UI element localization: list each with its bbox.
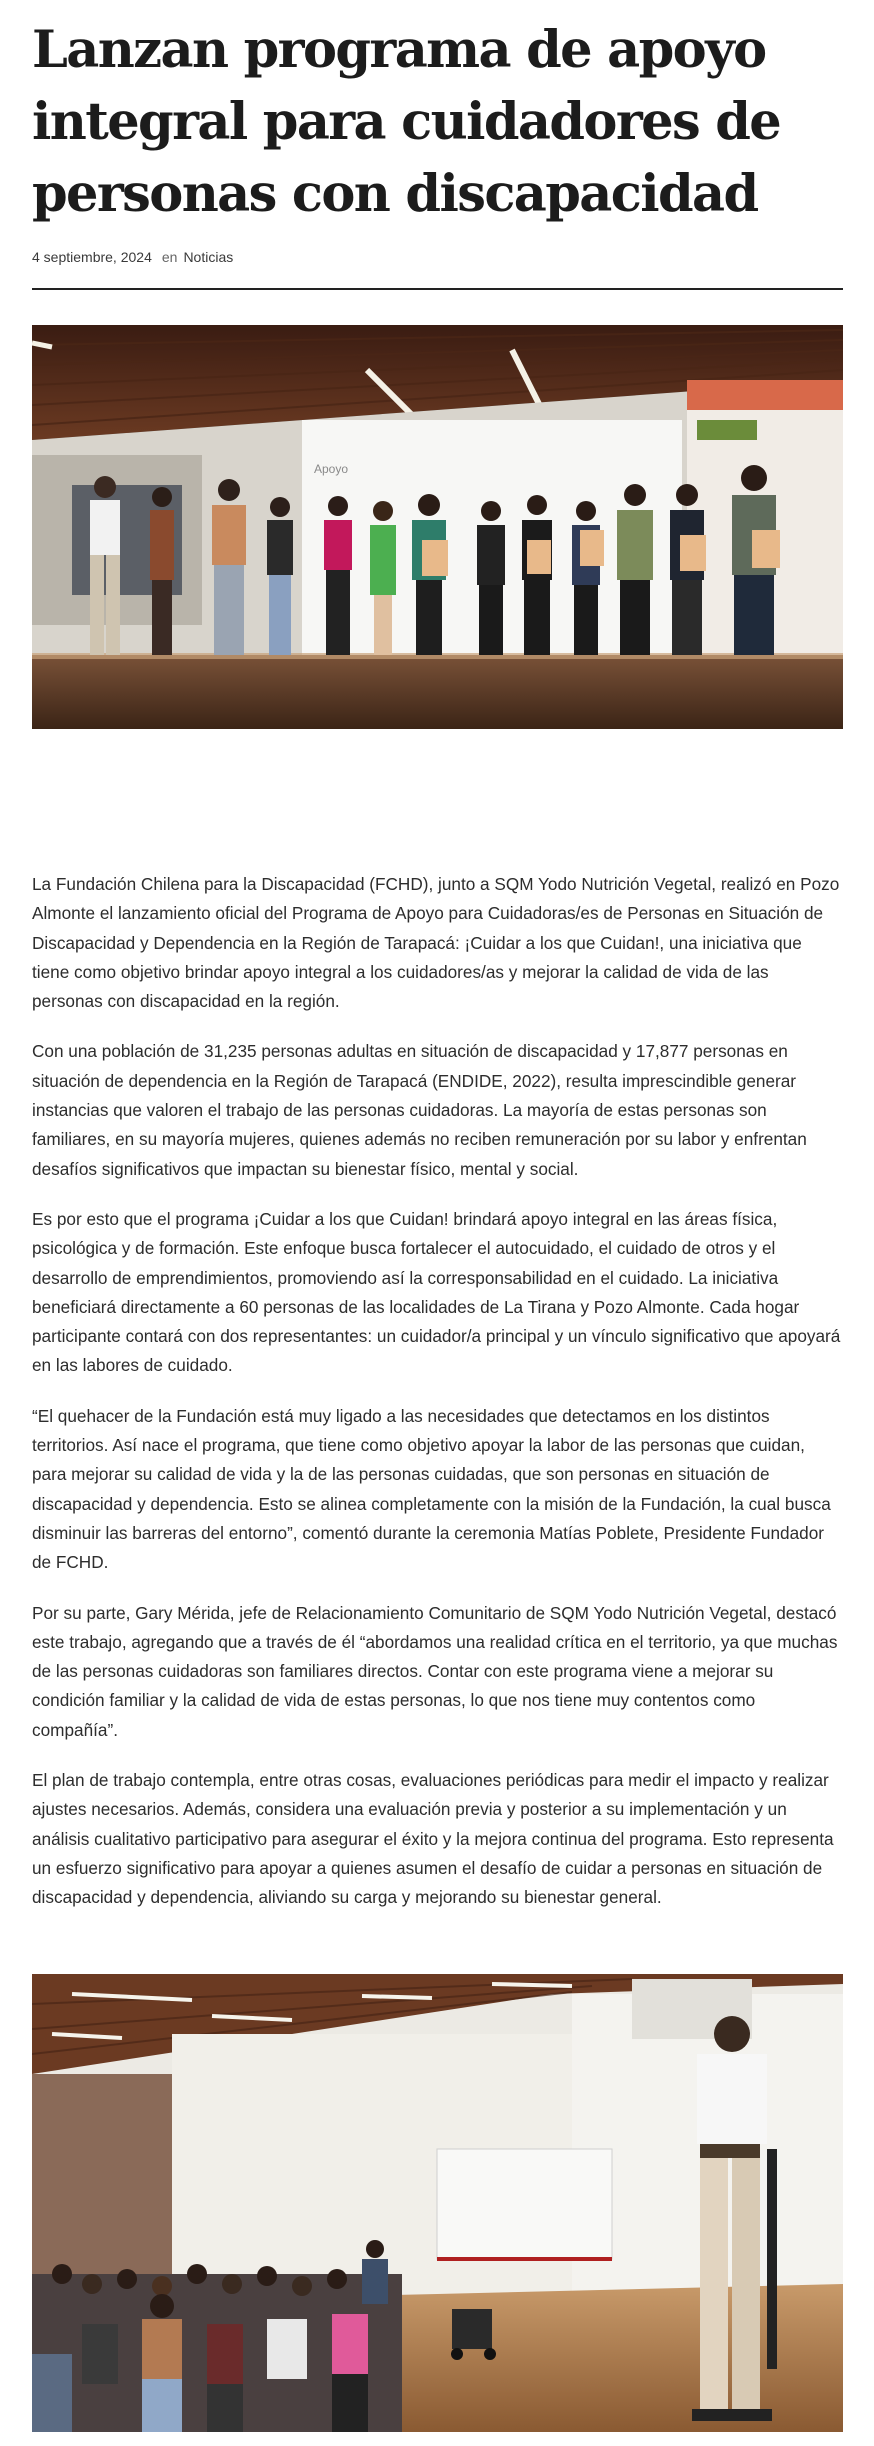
article-title: Lanzan programa de apoyo integral para cuidadores de personas con discapacidad bbox=[32, 20, 781, 224]
title-divider bbox=[32, 288, 843, 290]
article-body bbox=[32, 870, 843, 1934]
featured-photo-group-on-stage bbox=[32, 325, 843, 729]
paragraph: El plan de trabajo contempla, entre otras cosas, evaluaciones periódicas para medir el impacto y realizar ajustes necesarios. Además, considera una evaluación previa y posterior a su implementación y un análisis cualitativo participativo para asegurar el éxito y la mejora continua del programa. Esto representa un esfuerzo significativo para apoyar a quienes asumen el desafío de cuidar a personas en situación de discapacidad y dependencia, aliviando su carga y mejorando su bienestar general. bbox=[32, 1770, 834, 1908]
paragraph: La Fundación Chilena para la Discapacidad (FCHD), junto a SQM Yodo Nutrición Vegetal, realizó en Pozo Almonte el lanzamiento oficial del Programa de Apoyo para Cuidadoras/es de Personas en Situación de Discapacidad y Dependencia en la Región de Tarapacá: ¡Cuidar a los que Cuidan!, una iniciativa que tiene como objetivo brindar apoyo integral a los cuidadores/as y mejorar la calidad de vida de las personas con discapacidad en la región. bbox=[32, 874, 840, 1012]
category-link[interactable]: Noticias bbox=[183, 249, 234, 265]
article-date: 4 septiembre, 2024 bbox=[32, 249, 152, 265]
article-photo-speaker-audience bbox=[32, 1974, 843, 2432]
paragraph: “El quehacer de la Fundación está muy ligado a las necesidades que detectamos en los distintos territorios. Así nace el programa, que tiene como objetivo apoyar la labor de las personas que cuidan, para mejorar su calidad de vida y la de las personas cuidadas, que son personas en situación de discapacidad y dependencia. Esto se alinea completamente con la misión de la Fundación, la cual busca disminuir las barreras del entorno”, comentó durante la ceremonia Matías Poblete, Presidente Fundador de FCHD. bbox=[32, 1405, 831, 1573]
article-meta bbox=[32, 249, 233, 265]
screen-text: Apoyo bbox=[314, 462, 349, 476]
paragraph: Por su parte, Gary Mérida, jefe de Relacionamiento Comunitario de SQM Yodo Nutrición Vegetal, destacó este trabajo, agregando que a través de él “abordamos una realidad crítica en el territorio, ya que muchas de las personas cuidadoras son familiares directos. Contar con este programa viene a mejorar su condición familiar y la calidad de vida de estas personas, lo que nos tiene muy contentos como compañía”. bbox=[32, 1602, 838, 1740]
paragraph: Es por esto que el programa ¡Cuidar a los que Cuidan! brindará apoyo integral en las áreas física, psicológica y de formación. Este enfoque busca fortalecer el autocuidado, el cuidado de otros y el desarrollo de emprendimientos, promoviendo así la corresponsabilidad en el cuidado. La iniciativa beneficiará directamente a 60 personas de las localidades de La Tirana y Pozo Almonte. Cada hogar participante contará con dos representantes: un cuidador/a principal y un vínculo significativo que apoyará en las labores de cuidado. bbox=[32, 1208, 841, 1376]
paragraph: Con una población de 31,235 personas adultas en situación de discapacidad y 17,877 personas en situación de dependencia en la Región de Tarapacá (ENDIDE, 2022), resulta imprescindible generar instancias que valoren el trabajo de las personas cuidadoras. La mayoría de estas personas son familiares, en su mayoría mujeres, quienes además no reciben remuneración por su labor y enfrentan desafíos significativos que impactan su bienestar físico, mental y social. bbox=[32, 1041, 807, 1179]
category-prefix: en bbox=[161, 249, 178, 265]
